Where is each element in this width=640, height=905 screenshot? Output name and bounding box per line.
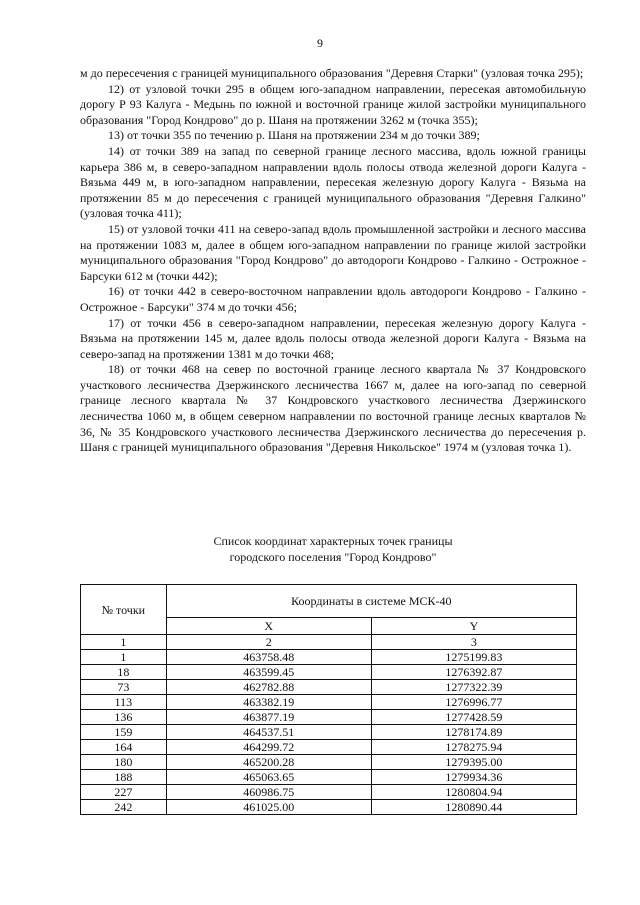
cell-x: 465200.28 <box>166 755 371 770</box>
cell-y: 1278174.89 <box>371 725 576 740</box>
cell-x: 465063.65 <box>166 770 371 785</box>
table-row <box>81 665 577 680</box>
cell-y: 1279934.36 <box>371 770 576 785</box>
column-number-1: 1 <box>81 635 167 650</box>
cell-point: 242 <box>81 800 167 815</box>
cell-x: 463877.19 <box>166 710 371 725</box>
paragraph-item-13: 13) от точки 355 по течению р. Шаня на протяжении 234 м до точки 389; <box>108 128 480 143</box>
cell-point: 1 <box>81 650 167 665</box>
cell-x: 462782.88 <box>166 680 371 695</box>
table-row <box>81 770 577 785</box>
cell-x: 460986.75 <box>166 785 371 800</box>
cell-y: 1278275.94 <box>371 740 576 755</box>
paragraph-item-15: 15) от узловой точки 411 на северо-запад вдоль промышленной застройки и лесного массива на протяжении 1083 м, далее в общем юго-западном направлении по границе жилой застройки муниципального образования "Город Кондрово" до автодороги Кондрово - Галкино - Острожное - Барсуки 612 м (точки 442); <box>80 221 586 283</box>
cell-point: 136 <box>81 710 167 725</box>
cell-x: 464299.72 <box>166 740 371 755</box>
cell-x: 461025.00 <box>166 800 371 815</box>
table-column-number-row <box>81 635 577 650</box>
table-title-line-2: городского поселения "Город Кондрово" <box>229 550 437 564</box>
table-row <box>81 650 577 665</box>
cell-y: 1277428.59 <box>371 710 576 725</box>
cell-y: 1277322.39 <box>371 680 576 695</box>
table-row <box>81 785 577 800</box>
paragraph-item-16: 16) от точки 442 в северо-восточном направлении вдоль автодороги Кондрово - Галкино - Острожное - Барсуки" 374 м до точки 456; <box>80 284 586 314</box>
cell-point: 188 <box>81 770 167 785</box>
cell-y: 1276392.87 <box>371 665 576 680</box>
table-row <box>81 680 577 695</box>
table-row <box>81 725 577 740</box>
table-header-row <box>81 585 577 618</box>
cell-point: 113 <box>81 695 167 710</box>
table-row <box>81 710 577 725</box>
cell-y: 1276996.77 <box>371 695 576 710</box>
cell-y: 1275199.83 <box>371 650 576 665</box>
page-number: 9 <box>317 36 323 50</box>
cell-point: 180 <box>81 755 167 770</box>
cell-y: 1280890.44 <box>371 800 576 815</box>
paragraph-item-18: 18) от точки 468 на север по восточной границе лесного квартала № 37 Кондровского участкового лесничества Дзержинского лесничества 1667 м, далее на юго-запад по северной границе лесного квартала № 37 Кондровского участкового лесничества Дзержинского лесничества 1060 м, в общем северном направлении по восточной границе лесных кварталов № 36, № 35 Кондровского участкового лесничества Дзержинского лесничества до пересечения р. Шаня с границей муниципального образования "Деревня Никольское" 1974 м (узловая точка 1). <box>80 362 586 455</box>
header-point-number: № точки <box>81 585 167 635</box>
cell-point: 18 <box>81 665 167 680</box>
coordinates-table <box>80 584 577 815</box>
cell-x: 463382.19 <box>166 695 371 710</box>
cell-point: 164 <box>81 740 167 755</box>
cell-x: 464537.51 <box>166 725 371 740</box>
column-number-3: 3 <box>371 635 576 650</box>
cell-point: 73 <box>81 680 167 695</box>
paragraph-item-17: 17) от точки 456 в северо-западном направлении, пересекая железную дорогу Калуга - Вязьма на протяжении 145 м, далее вдоль полосы отвода железной дороги Калуга - Вязьма на северо-запад на протяжении 1381 м до точки 468; <box>80 315 586 361</box>
table-row <box>81 695 577 710</box>
cell-x: 463599.45 <box>166 665 371 680</box>
table-row <box>81 740 577 755</box>
paragraph-continuation: м до пересечения с границей муниципального образования "Деревня Старки" (узловая точка 295); <box>80 66 584 80</box>
document-body <box>80 66 586 456</box>
paragraph-item-12: 12) от узловой точки 295 в общем юго-западном направлении, пересекая автомобильную дорогу Р 93 Калуга - Медынь по южной и восточной границе жилой застройки муниципального образования "Город Кондрово" до р. Шаня на протяжении 3262 м (точка 355); <box>80 81 586 127</box>
cell-point: 159 <box>81 725 167 740</box>
cell-y: 1279395.00 <box>371 755 576 770</box>
paragraph-item-14: 14) от точки 389 на запад по северной границе лесного массива, вдоль южной границы карьера 386 м, в северо-западном направлении вдоль полосы отвода железной дороги Калуга - Вязьма 449 м, в юго-западном направлении, пересекая железную дорогу Калуга - Вязьма на протяжении 85 м до пересечения с границей муниципального образования "Деревня Галкино" (узловая точка 411); <box>80 143 586 221</box>
header-x: X <box>166 618 371 635</box>
header-y: Y <box>371 618 576 635</box>
cell-y: 1280804.94 <box>371 785 576 800</box>
cell-point: 227 <box>81 785 167 800</box>
table-title <box>80 533 586 565</box>
table-title-line-1: Список координат характерных точек границы <box>213 534 453 548</box>
cell-x: 463758.48 <box>166 650 371 665</box>
table-row <box>81 800 577 815</box>
header-coordinate-system: Координаты в системе МСК-40 <box>166 585 576 618</box>
column-number-2: 2 <box>166 635 371 650</box>
table-row <box>81 755 577 770</box>
